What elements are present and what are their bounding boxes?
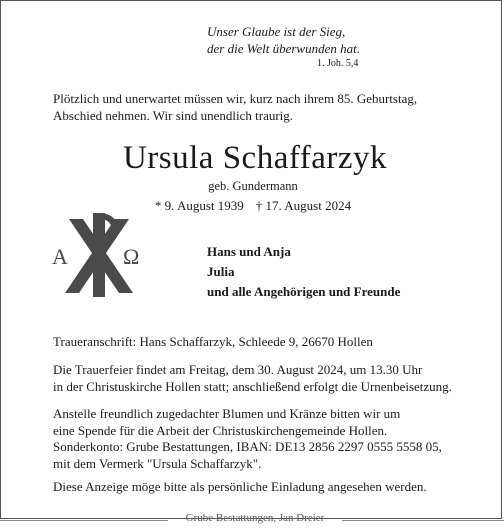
deceased-name-text: Ursula Schaffarzyk xyxy=(122,140,388,176)
chi-rho-alpha-omega-icon xyxy=(47,209,151,301)
birth-date: * 9. August 1939 xyxy=(154,198,244,213)
funeral-info xyxy=(53,362,473,395)
footer xyxy=(0,510,504,529)
bible-verse-line: Unser Glaube ist der Sieg, xyxy=(207,24,346,39)
funeral-line: Die Trauerfeier findet am Freitag, dem 30. August 2024, um 13.30 Uhr xyxy=(53,362,423,377)
bible-verse-reference: 1. Joh. 5,4 xyxy=(317,58,359,69)
mourner: Julia xyxy=(207,264,235,279)
mourners-list xyxy=(207,242,400,302)
donation-line: Anstelle freundlich zugedachter Blumen und Kränze bitten wir um xyxy=(53,406,401,421)
mourning-address: Traueranschrift: Hans Schaffarzyk, Schleede 9, 26670 Hollen xyxy=(53,334,373,349)
donation-line: mit dem Vermerk "Ursula Schaffarzyk". xyxy=(53,455,262,471)
closing-note: Diese Anzeige möge bitte als persönliche Einladung angesehen werden. xyxy=(53,479,427,494)
intro-text xyxy=(53,90,473,124)
donation-line: eine Spende für die Arbeit der Christuskirchengemeinde Hollen. xyxy=(53,422,388,438)
maiden-name: geb. Gundermann xyxy=(208,179,298,193)
footer-divider xyxy=(0,520,168,521)
alpha-letter: A xyxy=(52,244,68,269)
donation-info xyxy=(53,406,473,472)
death-date: † 17. August 2024 xyxy=(255,198,352,213)
deceased-name xyxy=(1,140,504,177)
mourner: Hans und Anja xyxy=(207,244,291,259)
donation-line: Sonderkonto: Grube Bestattungen, IBAN: DE13 2856 2297 0555 5558 05, xyxy=(53,439,442,454)
funeral-line: in der Christuskirche Hollen statt; anschließend erfolgt die Urnenbeisetzung. xyxy=(53,378,452,394)
bible-verse-line: der die Welt überwunden hat. xyxy=(207,41,360,56)
intro-line: Abschied nehmen. Wir sind unendlich traurig. xyxy=(53,108,294,123)
footer-divider xyxy=(342,520,504,521)
bible-verse xyxy=(207,23,360,57)
footer-credit: Grube Bestattungen, Jan Dreier xyxy=(185,512,325,524)
mourner: und alle Angehörigen und Freunde xyxy=(207,284,401,299)
intro-line: Plötzlich und unerwartet müssen wir, kurz nach ihrem 85. Geburtstag, xyxy=(53,91,418,106)
omega-letter: Ω xyxy=(123,244,140,269)
